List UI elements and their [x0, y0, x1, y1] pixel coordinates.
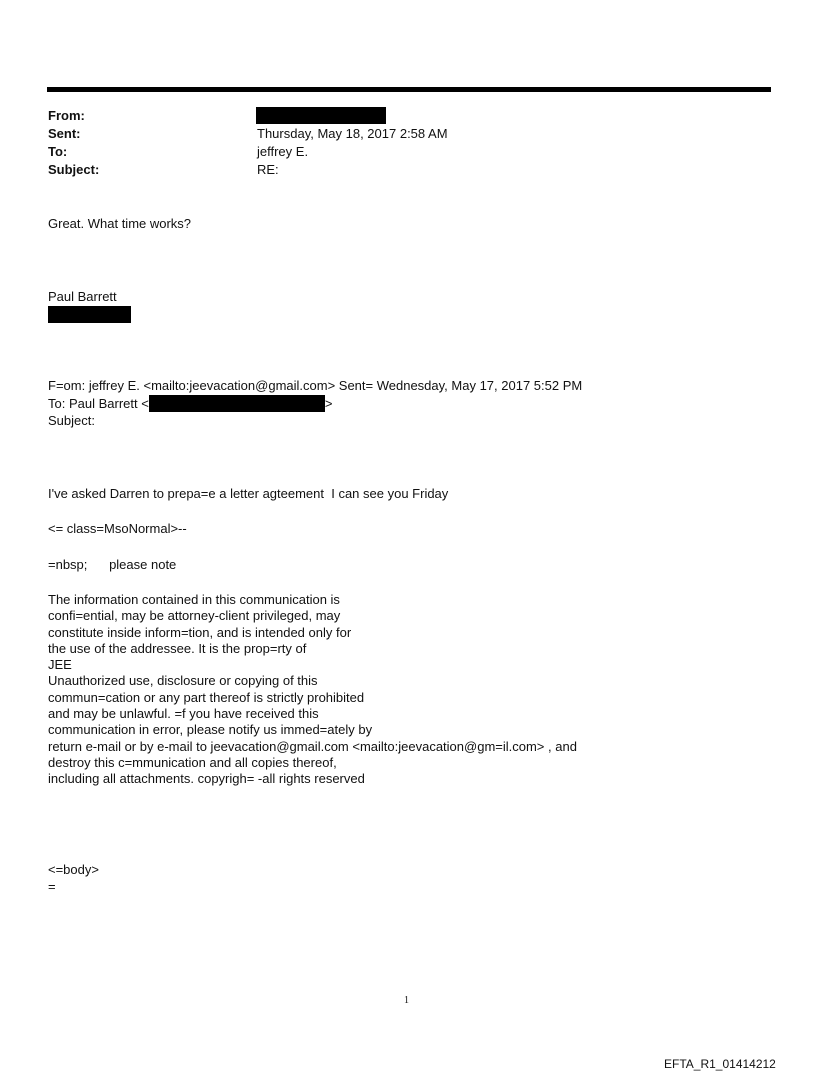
from-label: From: — [48, 108, 85, 123]
to-value: jeffrey E. — [257, 144, 309, 159]
signature-name: Paul Barrett — [48, 289, 117, 304]
note-line: =nbsp; please note — [48, 557, 177, 572]
disclaimer-line: JEE — [48, 657, 72, 673]
page-number: 1 — [404, 995, 409, 1006]
signature-redaction — [48, 306, 131, 323]
quoted-subject-line: Subject: — [48, 413, 95, 428]
disclaimer-line: commun=cation or any part thereof is strictly prohibited — [48, 689, 365, 705]
from-redaction — [256, 107, 386, 124]
reply-text: Great. What time works? — [48, 216, 192, 231]
disclaimer-line: constitute inside inform=tion, and is intended only for — [48, 624, 352, 640]
disclaimer-line: and may be unlawful. =f you have received this — [48, 706, 319, 722]
sent-label: Sent: — [48, 126, 81, 141]
quoted-to-redaction — [149, 395, 325, 412]
bates-id: EFTA_R1_01414212 — [664, 1057, 776, 1071]
tail-line-equals: = — [48, 879, 56, 894]
quoted-from-line: F=om: jeffrey E. <mailto:jeevacation@gmail.com> Sent= Wednesday, May 17, 2017 5:52 PM — [48, 378, 583, 393]
disclaimer-line: The information contained in this communication is — [48, 592, 340, 607]
header-rule — [47, 87, 771, 92]
quoted-to-prefix: To: Paul Barrett < — [48, 396, 149, 411]
subject-value: RE: — [257, 162, 279, 177]
sent-value: Thursday, May 18, 2017 2:58 AM — [257, 126, 448, 141]
subject-label: Subject: — [48, 162, 100, 177]
disclaimer-line: the use of the addressee. It is the prop=rty of — [48, 640, 307, 656]
disclaimer-line: communication in error, please notify us immed=ately by — [48, 722, 373, 738]
tail-line-body: <=body> — [48, 862, 99, 877]
disclaimer-line: confi=ential, may be attorney-client privileged, may — [48, 608, 341, 624]
disclaimer-line: return e-mail or by e-mail to jeevacation@gmail.com <mailto:jeevacation@gm=il.com> , and — [48, 738, 577, 754]
disclaimer-line: destroy this c=mmunication and all copies thereof, — [48, 754, 337, 770]
quoted-to-line — [48, 395, 332, 413]
quoted-message: I've asked Darren to prepa=e a letter agteement I can see you Friday — [48, 486, 449, 501]
disclaimer-block — [48, 592, 577, 788]
quoted-to-suffix: > — [324, 396, 333, 411]
disclaimer-line: including all attachments. copyrigh= -all rights reserved — [48, 771, 365, 787]
to-label: To: — [48, 144, 68, 159]
disclaimer-line: Unauthorized use, disclosure or copying of this — [48, 673, 318, 689]
artifact-line: <= class=MsoNormal>-- — [48, 521, 187, 536]
